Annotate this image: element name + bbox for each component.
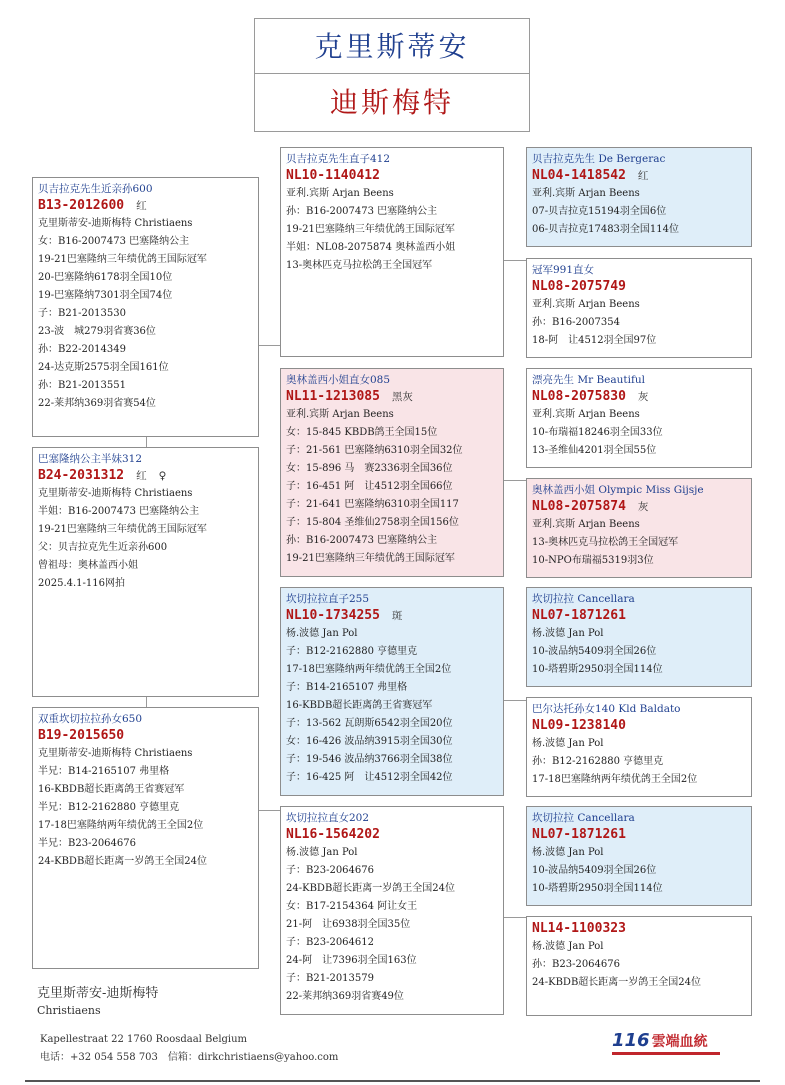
card-line: 23-波 城279羽省赛36位 (38, 326, 156, 337)
card-line: 子：B21-2013530 (38, 308, 126, 319)
card-line: 杨.波德 Jan Pol (286, 847, 358, 858)
card-line: 孙：B16-2007473 巴塞隆纳公主 (286, 206, 438, 217)
pedigree-card-dam (32, 707, 259, 969)
card-line: 17-18巴塞隆纳两年绩优鸽王全国2位 (38, 820, 204, 831)
logo-number: 116 (612, 1030, 650, 1051)
card-line: 亚利.宾斯 Arjan Beens (286, 409, 394, 420)
ring-number: NL10-1734255 斑 (286, 608, 403, 623)
card-header: 冠军991直女 (532, 264, 595, 276)
card-line: 子：21-561 巴塞隆纳6310羽全国32位 (286, 445, 463, 456)
owner-name: 克里斯蒂安-迪斯梅特 (37, 986, 159, 1001)
card-line: 17-18巴塞隆纳两年绩优鸽王全国2位 (286, 664, 452, 675)
owner-contact: 电话：+32 054 558 703 信箱：dirkchristiaens@yahoo.com (40, 1052, 339, 1063)
ring-number: NL07-1871261 (532, 608, 626, 623)
card-line: 杨.波德 Jan Pol (286, 628, 358, 639)
ring-number: NL08-2075874 灰 (532, 499, 649, 514)
card-header: 巴尔达托孙女140 Kld Baldato (532, 703, 681, 715)
card-line: 18-阿 让4512羽全国97位 (532, 335, 657, 346)
ring-number: NL07-1871261 (532, 827, 626, 842)
pedigree-card-dam-sire (280, 587, 504, 796)
connector-line (259, 345, 280, 346)
brand-logo (612, 1030, 722, 1056)
card-line: 2025.4.1-116网拍 (38, 578, 125, 589)
card-header: 巴塞隆纳公主半妹312 (38, 453, 143, 465)
card-line: 子：16-451 阿 让4512羽全国66位 (286, 481, 453, 492)
connector-line (504, 260, 526, 261)
card-header: 奥林盖西小姐 Olympic Miss Gijsje (532, 484, 704, 496)
card-line: 半兄：B12-2162880 亨德里克 (38, 802, 180, 813)
card-line: 13-奥林匹克马拉松鸽王全国冠军 (286, 260, 433, 271)
card-line: 17-18巴塞隆纳两年绩优鸽王全国2位 (532, 774, 698, 785)
card-line: 24-阿 让7396羽全国163位 (286, 955, 417, 966)
card-header: 坎切拉拉直女202 (286, 812, 370, 824)
pedigree-card-ancestor (526, 368, 752, 468)
card-line: 子：B12-2162880 亨德里克 (286, 646, 418, 657)
card-header: 贝吉拉克先生直子412 (286, 153, 391, 165)
card-line: 10-波品纳5409羽全国26位 (532, 865, 657, 876)
owner-address: Kapellestraat 22 1760 Roosdaal Belgium (40, 1034, 248, 1045)
ring-number: NL16-1564202 (286, 827, 380, 842)
card-line: 亚利.宾斯 Arjan Beens (532, 519, 640, 530)
card-line: 杨.波德 Jan Pol (532, 847, 604, 858)
pedigree-card-ancestor (526, 806, 752, 906)
connector-line (146, 697, 147, 707)
card-line: 24-达克斯2575羽全国161位 (38, 362, 169, 373)
card-line: 24-KBDB超长距离一岁鸽王全国24位 (286, 883, 456, 894)
card-line: 10-布瑞福18246羽全国33位 (532, 427, 663, 438)
owner-latin-name: Christiaens (37, 1004, 101, 1017)
card-line: 22-莱邦纳369羽省赛49位 (286, 991, 404, 1002)
pedigree-card-dam-dam (280, 806, 504, 1015)
card-line: 子：16-425 阿 让4512羽全国42位 (286, 772, 453, 783)
connector-line (504, 917, 526, 918)
color-label: 红 (136, 470, 147, 482)
pedigree-card-sire (280, 147, 504, 357)
pedigree-card-ancestor (526, 258, 752, 358)
card-line: 10-塔碧斯2950羽全国114位 (532, 883, 663, 894)
card-line: 24-KBDB超长距离一岁鸽王全国24位 (38, 856, 208, 867)
pedigree-card-ancestor (526, 697, 752, 797)
card-line: 亚利.宾斯 Arjan Beens (286, 188, 394, 199)
card-line: 杨.波德 Jan Pol (532, 738, 604, 749)
card-line: 子：21-641 巴塞隆纳6310羽全国117 (286, 499, 459, 510)
card-line: 孙：B12-2162880 亨德里克 (532, 756, 664, 767)
card-line: 21-阿 让6938羽全国35位 (286, 919, 411, 930)
pedigree-card-sibling (32, 447, 259, 697)
connector-line (146, 437, 147, 447)
card-line: 13-圣维仙4201羽全国55位 (532, 445, 657, 456)
pedigree-card-ancestor (526, 916, 752, 1016)
connector-line (259, 810, 280, 811)
card-line: 16-KBDB超长距离鸽王省赛冠军 (38, 784, 185, 795)
card-line: 子：B14-2165107 弗里格 (286, 682, 408, 693)
card-line: 半姐：B16-2007473 巴塞隆纳公主 (38, 506, 200, 517)
connector-line (504, 700, 526, 701)
card-line: 孙：B23-2064676 (532, 959, 620, 970)
card-line: 杨.波德 Jan Pol (532, 941, 604, 952)
card-line: 子：B23-2064612 (286, 937, 374, 948)
card-line: 10-波品纳5409羽全国26位 (532, 646, 657, 657)
card-line: 19-21巴塞隆纳三年绩优鸽王国际冠军 (38, 524, 207, 535)
card-line: 亚利.宾斯 Arjan Beens (532, 409, 640, 420)
card-line: 子：15-804 圣维仙2758羽全国156位 (286, 517, 459, 528)
card-line: 亚利.宾斯 Arjan Beens (532, 299, 640, 310)
color-label: 灰 (637, 501, 649, 513)
color-label: 斑 (391, 610, 403, 622)
card-line: 克里斯蒂安-迪斯梅特 Christiaens (38, 488, 193, 499)
card-line: 子：13-562 瓦朗斯6542羽全国20位 (286, 718, 453, 729)
ring-number: NL11-1213085 黑灰 (286, 389, 413, 404)
card-line: 10-塔碧斯2950羽全国114位 (532, 664, 663, 675)
card-line: 克里斯蒂安-迪斯梅特 Christiaens (38, 218, 193, 229)
card-line: 女：B16-2007473 巴塞隆纳公主 (38, 236, 190, 247)
card-line: 19-21巴塞隆纳三年绩优鸽王国际冠军 (286, 224, 455, 235)
card-header: 坎切拉拉 Cancellara (532, 812, 635, 824)
card-line: 半兄：B23-2064676 (38, 838, 136, 849)
card-header: 漂亮先生 Mr Beautiful (532, 374, 645, 386)
pedigree-card-ancestor (526, 478, 752, 578)
card-line: 半姐：NL08-2075874 奥林盖西小姐 (286, 242, 456, 253)
card-line: 女：15-896 马 赛2336羽全国36位 (286, 463, 453, 474)
ring-number: B13-2012600 红 (38, 198, 147, 213)
card-line: 孙：B16-2007473 巴塞隆纳公主 (286, 535, 438, 546)
card-line: 女：B17-2154364 阿让女王 (286, 901, 418, 912)
card-line: 孙：B16-2007354 (532, 317, 620, 328)
card-line: 半兄：B14-2165107 弗里格 (38, 766, 170, 777)
card-line: 19-21巴塞隆纳三年绩优鸽王国际冠军 (286, 553, 455, 564)
color-label: 红 (637, 170, 649, 182)
card-header: 贝吉拉克先生 De Bergerac (532, 153, 666, 165)
card-line: 19-21巴塞隆纳三年绩优鸽王国际冠军 (38, 254, 207, 265)
card-line: 杨.波德 Jan Pol (532, 628, 604, 639)
card-line: 10-NPO布瑞福5319羽3位 (532, 555, 654, 566)
card-line: 16-KBDB超长距离鸽王省赛冠军 (286, 700, 433, 711)
color-label: 红 (136, 200, 147, 212)
pedigree-card-subject (32, 177, 259, 437)
card-line: 子：B23-2064676 (286, 865, 374, 876)
card-line: 亚利.宾斯 Arjan Beens (532, 188, 640, 199)
card-line: 子：19-546 波品纳3766羽全国38位 (286, 754, 453, 765)
card-line: 女：16-426 波品纳3915羽全国30位 (286, 736, 453, 747)
card-line: 孙：B22-2014349 (38, 344, 126, 355)
connector-line (504, 480, 526, 481)
color-label: 黑灰 (391, 391, 413, 403)
logo-text: 雲端血統 (651, 1034, 708, 1050)
card-line: 女：15-845 KBDB鸽王全国15位 (286, 427, 438, 438)
pedigree-card-ancestor (526, 147, 752, 247)
ring-number: B24-2031312 红 ♀ (38, 468, 167, 483)
ring-number: NL04-1418542 红 (532, 168, 649, 183)
card-line: 07-贝吉拉克15194羽全国6位 (532, 206, 667, 217)
card-line: 父：贝吉拉克先生近亲孙600 (38, 542, 168, 553)
card-line: 24-KBDB超长距离一岁鸽王全国24位 (532, 977, 702, 988)
sire-title: 克里斯蒂安 (254, 18, 530, 74)
card-header: 坎切拉拉直子255 (286, 593, 370, 605)
card-line: 孙：B21-2013551 (38, 380, 126, 391)
card-line: 子：B21-2013579 (286, 973, 374, 984)
card-header: 双重坎切拉拉孙女650 (38, 713, 143, 725)
card-line: 06-贝吉拉克17483羽全国114位 (532, 224, 680, 235)
logo-underline (612, 1052, 720, 1055)
ring-number: NL08-2075830 灰 (532, 389, 649, 404)
card-header: 奥林盖西小姐直女085 (286, 374, 391, 386)
ring-number: NL14-1100323 (532, 921, 626, 936)
card-line: 19-巴塞隆纳7301羽全国74位 (38, 290, 173, 301)
card-line: 22-莱邦纳369羽省赛54位 (38, 398, 156, 409)
ring-number: NL10-1140412 (286, 168, 380, 183)
ring-number: NL09-1238140 (532, 718, 626, 733)
sex-symbol: ♀ (158, 470, 167, 482)
card-header: 坎切拉拉 Cancellara (532, 593, 635, 605)
card-line: 20-巴塞隆纳6178羽全国10位 (38, 272, 173, 283)
card-line: 13-奥林匹克马拉松鸽王全国冠军 (532, 537, 679, 548)
ring-number: B19-2015650 (38, 728, 125, 743)
pedigree-card-sire-dam (280, 368, 504, 577)
card-header: 贝吉拉克先生近亲孙600 (38, 183, 153, 195)
color-label: 灰 (637, 391, 649, 403)
card-line: 曾祖母：奥林盖西小姐 (38, 560, 138, 571)
page-divider (25, 1080, 760, 1082)
card-line: 克里斯蒂安-迪斯梅特 Christiaens (38, 748, 193, 759)
dam-title: 迪斯梅特 (254, 74, 530, 132)
pedigree-card-ancestor (526, 587, 752, 687)
ring-number: NL08-2075749 (532, 279, 626, 294)
